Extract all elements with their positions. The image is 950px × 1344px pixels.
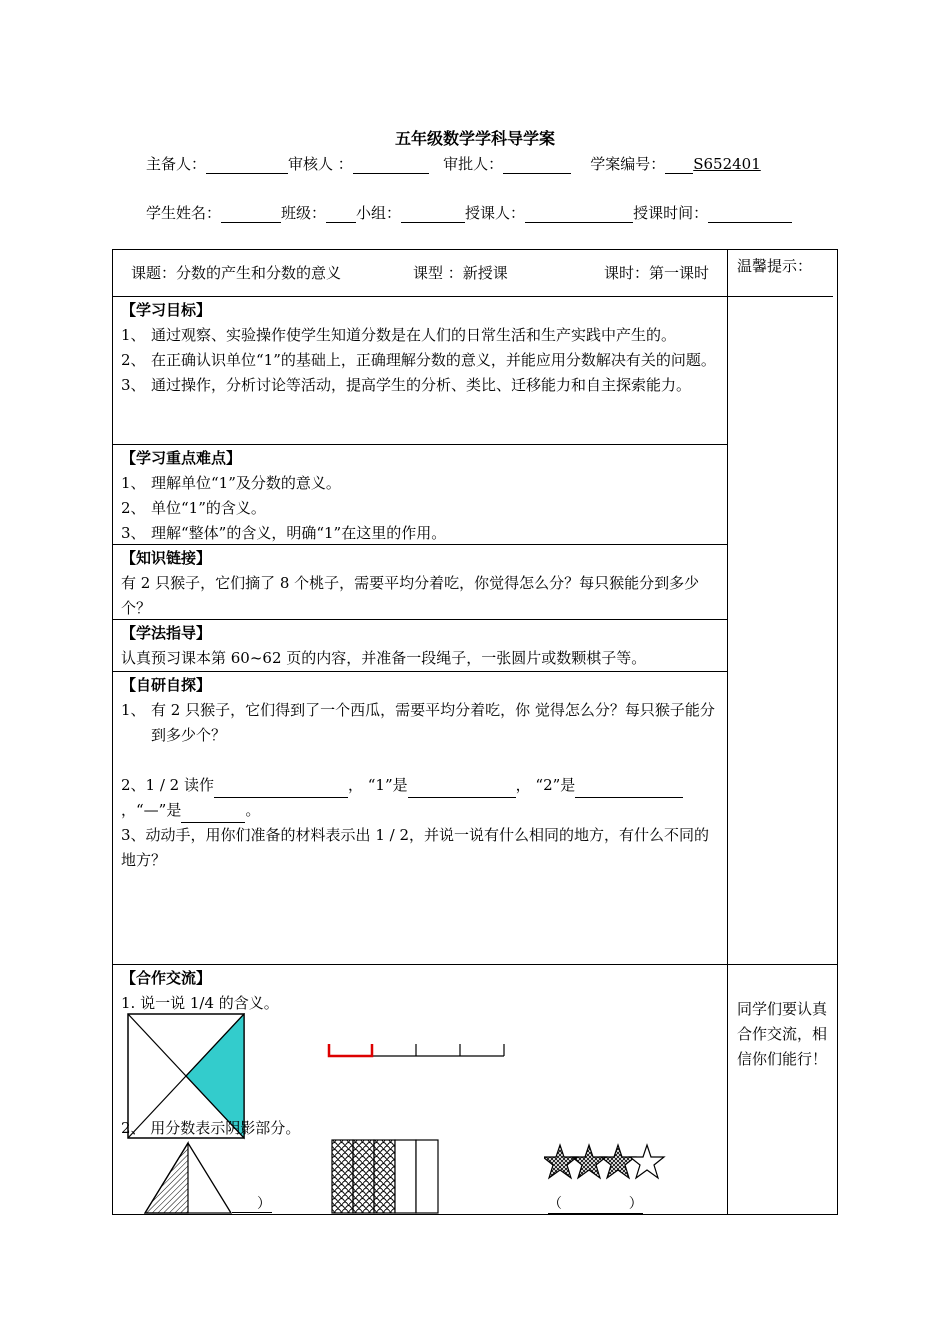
stars-figure: [544, 1143, 666, 1185]
q2-bar-blank[interactable]: [181, 804, 245, 823]
q2-read-blank[interactable]: [214, 779, 348, 798]
item-number: 1、: [121, 474, 146, 492]
approver-label: 审批人：: [443, 155, 504, 173]
approver-blank[interactable]: [503, 157, 571, 174]
item-text: 理解单位“1”及分数的意义。: [151, 474, 341, 492]
objective-item: [121, 373, 721, 398]
star-shaded: [601, 1145, 635, 1178]
red-segment: [329, 1044, 372, 1056]
preparer-label: 主备人：: [146, 155, 207, 173]
item-number: 1、: [121, 701, 146, 719]
header-row-1: [146, 153, 761, 174]
item-text: 有 2 只猴子，它们得到了一个西瓜，需要平均分着吃，你 觉得怎么分？每只猴子能分到多少个？: [151, 701, 715, 744]
triangle-figure: [140, 1140, 236, 1216]
teacher-blank[interactable]: [525, 206, 633, 223]
keypoints-section: [121, 446, 721, 546]
tip-text: 同学们要认真合作交流，相信你们能行！: [737, 1000, 828, 1068]
q2-one-blank[interactable]: [408, 779, 516, 798]
keypoint-item: [121, 471, 721, 496]
item-text: 在正确认识单位“1”的基础上，正确理解分数的意义，并能应用分数解决有关的问题。: [151, 351, 716, 369]
bar-shaded: [374, 1140, 395, 1213]
item-number: 3、: [121, 376, 146, 394]
student-blank[interactable]: [221, 206, 281, 223]
objective-item: [121, 348, 721, 373]
page-title: 五年级数学学科导学案: [394, 129, 555, 148]
keypoint-item: [121, 496, 721, 521]
header-row-2: [146, 202, 792, 223]
lesson-topic: 课题：分数的产生和分数的意义: [131, 264, 342, 282]
row-divider: [112, 444, 727, 445]
keypoints-title: 【学习重点难点】: [121, 449, 242, 467]
stars-answer-blank[interactable]: （ ）: [548, 1193, 643, 1214]
cooperate-q1: 1. 说一说 1/4 的含义。: [121, 994, 279, 1012]
triangle-answer-paren: ）: [257, 1196, 271, 1212]
star-empty: [630, 1145, 664, 1178]
selfstudy-title: 【自研自探】: [121, 676, 212, 694]
selfstudy-section: [121, 673, 721, 873]
cooperate-section: [121, 966, 721, 1016]
cooperate-title: 【合作交流】: [121, 969, 212, 987]
lesson-period: 课时：第一课时: [604, 264, 710, 282]
knowledge-title: 【知识链接】: [121, 549, 212, 567]
q2-two-label: ， “2”是: [515, 776, 576, 794]
knowledge-text: 有 2 只猴子，它们摘了 8 个桃子，需要平均分着吃，你觉得怎么分？每只猴能分到多少个？: [121, 574, 700, 617]
preparer-blank[interactable]: [206, 157, 288, 174]
column-divider: [727, 249, 728, 1215]
bar-shaded: [332, 1140, 353, 1213]
method-title: 【学法指导】: [121, 624, 212, 642]
objectives-title: 【学习目标】: [121, 301, 212, 319]
time-blank[interactable]: [708, 206, 792, 223]
reviewer-blank[interactable]: [353, 157, 429, 174]
item-number: 1、: [121, 326, 146, 344]
code-label: 学案编号：: [590, 155, 666, 173]
reviewer-label: 审核人 ：: [288, 155, 353, 173]
bars-figure: [331, 1139, 441, 1215]
objectives-section: [121, 298, 721, 398]
q2-two-blank[interactable]: [575, 779, 683, 798]
item-text: 通过操作，分析讨论等活动，提高学生的分析、类比、迁移能力和自主探索能力。: [151, 376, 692, 394]
q2-bar-label: ，“—”是: [121, 801, 182, 819]
cooperate-q2: 2、 用分数表示阴影部分。: [121, 1119, 301, 1137]
group-blank[interactable]: [401, 206, 465, 223]
item-text: 单位“1”的含义。: [151, 499, 266, 517]
q2-read-label: 2、1 / 2 读作: [121, 776, 214, 794]
item-number: 2、: [121, 499, 146, 517]
side-divider: [727, 964, 838, 965]
row-divider: [112, 296, 727, 297]
selfstudy-q2: [121, 773, 721, 798]
selfstudy-q3: 3、动动手，用你们准备的材料表示出 1 / 2，并说一说有什么相同的地方，有什么不同的地方？: [121, 826, 709, 869]
code-value: S652401: [693, 155, 761, 173]
segment-line-figure: [326, 1040, 508, 1060]
side-divider: [720, 296, 833, 297]
lesson-type: 课型 ：新授课: [413, 264, 508, 282]
objective-item: [121, 323, 721, 348]
item-number: 3、: [121, 524, 146, 542]
bar-empty: [395, 1140, 416, 1213]
bar-empty: [416, 1140, 438, 1213]
method-text: 认真预习课本第 60~62 页的内容，并准备一段绳子，一张圆片或数颗棋子等。: [121, 649, 647, 667]
row-divider: [112, 671, 727, 672]
knowledge-section: [121, 546, 721, 621]
student-label: 学生姓名：: [146, 204, 222, 222]
selfstudy-q2-cont: [121, 798, 721, 823]
item-text: 理解“整体”的含义，明确“1”在这里的作用。: [151, 524, 447, 542]
group-label: 小组：: [356, 204, 402, 222]
method-section: [121, 621, 721, 671]
class-blank[interactable]: [326, 206, 356, 223]
tip-title: 温馨提示：: [737, 257, 813, 275]
teacher-label: 授课人：: [465, 204, 526, 222]
selfstudy-q1: [121, 698, 721, 748]
code-blank: [665, 157, 693, 174]
star-shaded: [544, 1145, 577, 1178]
row-divider: [112, 964, 727, 965]
item-text: 通过观察、实验操作使学生知道分数是在人们的日常生活和生产实践中产生的。: [151, 326, 677, 344]
star-shaded: [572, 1145, 606, 1178]
q2-end: 。: [245, 801, 261, 819]
q2-one-label: ， “1”是: [348, 776, 408, 794]
keypoint-item: [121, 521, 721, 546]
time-label: 授课时间：: [633, 204, 709, 222]
item-number: 2、: [121, 351, 146, 369]
class-label: 班级：: [281, 204, 327, 222]
bar-shaded: [353, 1140, 374, 1213]
